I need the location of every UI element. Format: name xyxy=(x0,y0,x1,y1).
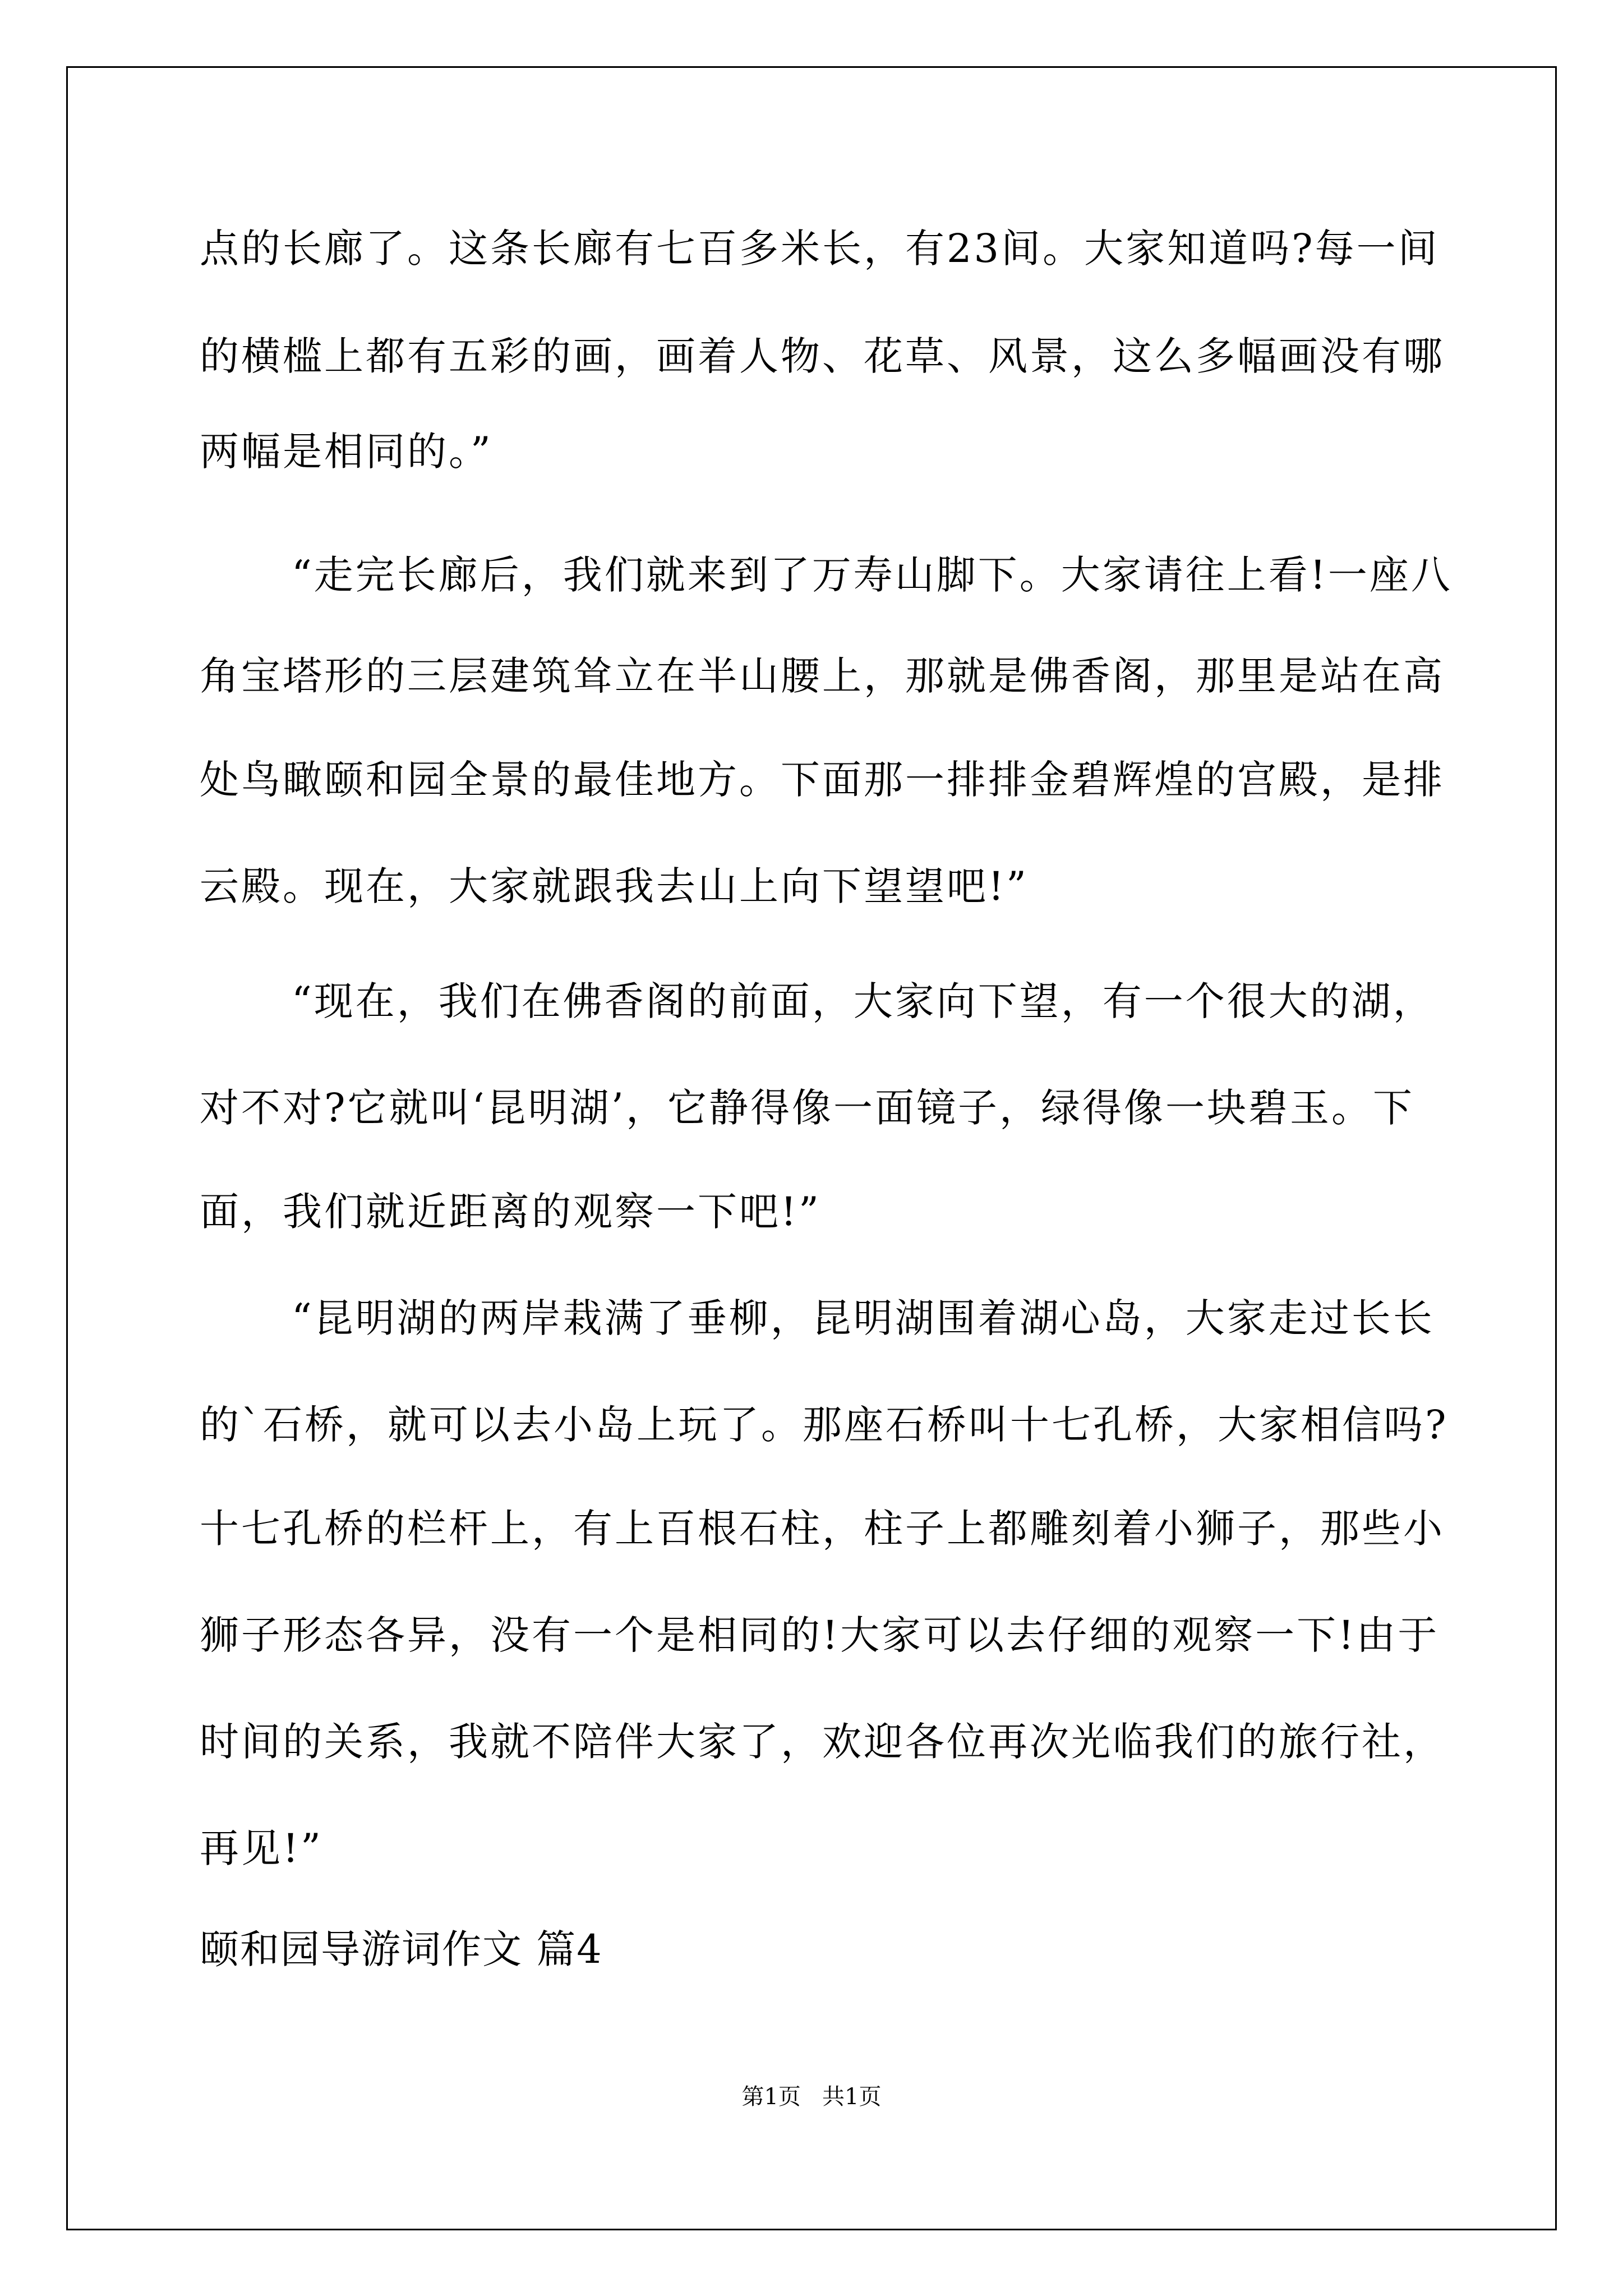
paragraph-1-line-3: 两幅是相同的。” xyxy=(200,429,493,475)
paragraph-3-line-3: 面，我们就近距离的观察一下吧!” xyxy=(200,1189,821,1235)
paragraph-2-line-2: 角宝塔形的三层建筑耸立在半山腰上，那就是佛香阁，那里是站在高 xyxy=(200,653,1445,699)
paragraph-1-line-1: 点的长廊了。这条长廊有七百多米长，有23间。大家知道吗?每一间 xyxy=(200,226,1440,272)
paragraph-3-line-1: “现在，我们在佛香阁的前面，大家向下望，有一个很大的湖， xyxy=(292,978,1435,1024)
page-frame xyxy=(66,66,1557,2230)
paragraph-4-line-3: 十七孔桥的栏杆上，有上百根石柱，柱子上都雕刻着小狮子，那些小 xyxy=(200,1506,1445,1552)
paragraph-4-line-4: 狮子形态各异，没有一个是相同的!大家可以去仔细的观察一下!由于 xyxy=(200,1612,1440,1658)
paragraph-4-line-5: 时间的关系，我就不陪伴大家了，欢迎各位再次光临我们的旅行社， xyxy=(200,1719,1445,1765)
paragraph-2-line-3: 处鸟瞰颐和园全景的最佳地方。下面那一排排金碧辉煌的宫殿，是排 xyxy=(200,757,1445,803)
paragraph-2-line-1: “走完长廊后，我们就来到了万寿山脚下。大家请往上看!一座八 xyxy=(292,552,1453,598)
paragraph-3-line-2: 对不对?它就叫‘昆明湖’，它静得像一面镜子，绿得像一块碧玉。下 xyxy=(200,1085,1415,1131)
paragraph-4-line-1: “昆明湖的两岸栽满了垂柳，昆明湖围着湖心岛，大家走过长长 xyxy=(292,1295,1435,1341)
paragraph-2-line-4: 云殿。现在，大家就跟我去山上向下望望吧!” xyxy=(200,863,1029,909)
paragraph-4-line-6: 再见!” xyxy=(200,1825,323,1871)
paragraph-4-line-2: 的`石桥，就可以去小岛上玩了。那座石桥叫十七孔桥，大家相信吗? xyxy=(200,1402,1449,1448)
page-footer: 第1页 共1页 xyxy=(741,2084,882,2110)
section-heading: 颐和园导游词作文 篇4 xyxy=(200,1926,603,1972)
paragraph-1-line-2: 的横槛上都有五彩的画，画着人物、花草、风景，这么多幅画没有哪 xyxy=(200,333,1445,379)
